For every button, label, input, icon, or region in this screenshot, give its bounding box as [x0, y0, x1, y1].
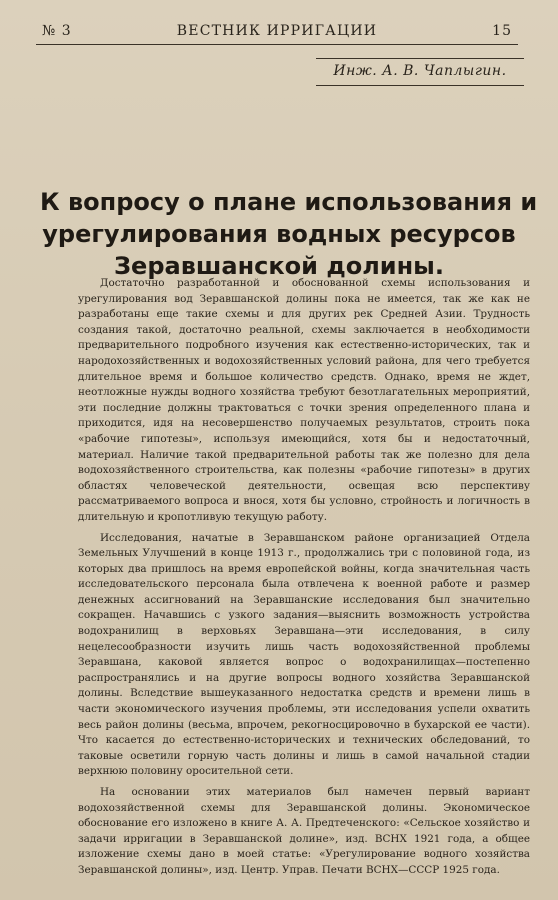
- paragraph-1: Достаточно разработанной и обоснованной схемы использования и урегулирования вод Зеравшанской долины пока не имеется, так же как не разработаны еще такие схемы и для других рек Средней Азии. Трудность создания такой, достаточно реальной, схемы заключается в необходимости предварительного подробного изучения как естественно-исторических, так и народохозяйственных и водохозяйственных условий района, для чего требуется длительное время и большое количество средств. Однако, время не ждет, неотложные нужды водного хозяйства требуют безотлагательных мероприятий, эти последние должны трактоваться с точки зрения определенного плана и приходится, идя на несовершенство получаемых результатов, строить пока «рабочие гипотезы», используя имеющийся, хотя бы и недостаточный, материал. Наличие такой предварительной работы так же полезно для дела водохозяйственного строительства, как полезны «рабочие гипотезы» в других областях человеческой деятельности, освещая всю перспективу рассматриваемого вопроса и внося, хотя бы условно, стройность и логичность в длительную и кропотливую текущую работу.: [78, 277, 530, 523]
- page-number: 15: [492, 23, 512, 39]
- article-title: [40, 186, 538, 282]
- title-line-2: урегулирования водных ресурсов: [42, 220, 516, 249]
- title-line-1: К вопросу о плане использования и: [40, 188, 538, 217]
- journal-name: ВЕСТНИК ИРРИГАЦИИ: [176, 23, 378, 39]
- paragraph-2: Исследования, начатые в Зеравшанском районе организацией Отдела Земельных Улучшений в конце 1913 г., продолжались три с половиной года, из которых два пришлось на время европейской войны, когда значительная часть исследовательского персонала была отвлечена к военной работе и размер денежных ассигнований на Зеравшанские исследования был значительно сокращен. Начавшись с узкого задания—выяснить возможность устройства водохранилищ в верховьях Зеравшана—эти исследования, в силу нецелесообразности изучить лишь часть водохозяйственной проблемы Зеравшана, каковой является вопрос о водохранилищах—постепенно распространялись и на другие вопросы водного хозяйства Зеравшанской долины. Вследствие вышеуказанного недостатка средств и времени лишь в части экономического изучения проблемы, эти исследования успели охватить весь район долины (весьма, впрочем, рекогносцировочно в бухарской ее части). Что касается до естественно-исторических и технических обследований, то таковые осветили горную часть долины и лишь в самой начальной стадии верхнюю половину оросительной сети.: [78, 531, 530, 778]
- article-body: [78, 276, 530, 884]
- paragraph-3: На основании этих материалов был намечен первый вариант водохозяйственной схемы для Зеравшанской долины. Экономическое обоснование его изложено в книге А. А. Предтеченского: «Сельское хозяйство и задачи ирригации в Зеравшанской долине», изд. ВСНХ 1921 года, а общее изложение схемы дано в моей статье: «Урегулирование водного хозяйства Зеравшанской долины», изд. Центр. Управ. Печати ВСНХ—СССР 1925 года.: [78, 786, 530, 876]
- author-name: Инж. А. В. Чаплыгин.: [333, 63, 507, 79]
- author-bar: [316, 58, 524, 86]
- running-header: [36, 20, 518, 45]
- title-line-3: Зеравшанской долины.: [114, 252, 444, 281]
- issue-number: № 3: [42, 23, 72, 39]
